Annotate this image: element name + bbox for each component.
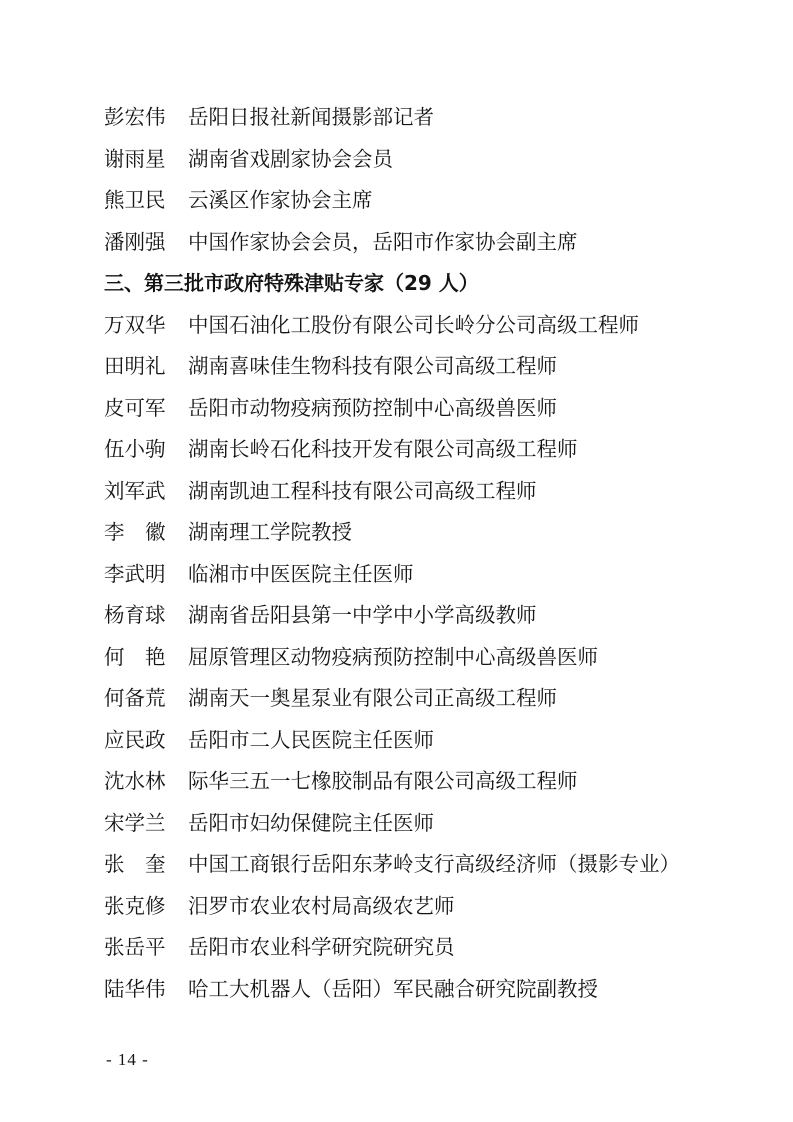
list-item [104, 512, 680, 554]
person-title: 岳阳市二人民医院主任医师 [188, 727, 434, 752]
list-item [104, 886, 680, 928]
list-item [104, 595, 680, 637]
list-item [104, 222, 680, 264]
bottom-rows [104, 305, 680, 1011]
list-item [104, 139, 680, 181]
list-item [104, 554, 680, 596]
person-name: 熊卫民 [104, 188, 166, 212]
person-title: 汨罗市农业农村局高级农艺师 [188, 893, 455, 918]
top-rows [104, 97, 680, 263]
person-name: 沈水林 [104, 769, 166, 793]
person-title: 岳阳市农业科学研究院研究员 [188, 935, 455, 959]
person-name: 谢雨星 [104, 146, 166, 171]
person-title: 云溪区作家协会主席 [188, 188, 373, 212]
person-title: 岳阳市动物疫病预防控制中心高级兽医师 [188, 395, 557, 420]
list-item [104, 803, 680, 845]
person-name: 张 奎 [104, 852, 166, 876]
person-name: 何备荒 [104, 686, 166, 710]
person-title: 湖南省岳阳县第一中学中小学高级教师 [188, 603, 537, 627]
page-number: - 14 - [106, 1050, 149, 1069]
person-title: 湖南喜味佳生物科技有限公司高级工程师 [188, 354, 557, 378]
person-title: 湖南长岭石化科技开发有限公司高级工程师 [188, 437, 578, 461]
section-heading: 三、第三批市政府特殊津贴专家（29 人） [104, 271, 479, 295]
person-name: 田明礼 [104, 354, 166, 378]
list-item [104, 927, 680, 969]
list-item [104, 429, 680, 471]
person-title: 哈工大机器人（岳阳）军民融合研究院副教授 [188, 976, 598, 1001]
person-name: 张克修 [104, 893, 166, 918]
list-item [104, 346, 680, 388]
expert-list [104, 97, 680, 1010]
person-name: 张岳平 [104, 935, 166, 959]
person-title: 际华三五一七橡胶制品有限公司高级工程师 [188, 769, 578, 793]
list-item [104, 969, 680, 1011]
list-item [104, 720, 680, 762]
list-item [104, 388, 680, 430]
person-name: 万双华 [104, 312, 166, 337]
list-item [104, 305, 680, 347]
person-name: 陆华伟 [104, 976, 166, 1001]
person-name: 何 艳 [104, 644, 166, 669]
person-title: 中国石油化工股份有限公司长岭分公司高级工程师 [188, 312, 639, 337]
person-title: 湖南理工学院教授 [188, 520, 352, 544]
list-item [104, 678, 680, 720]
person-title: 临湘市中医医院主任医师 [188, 561, 414, 586]
person-name: 李武明 [104, 561, 166, 586]
person-name: 伍小驹 [104, 437, 166, 461]
list-item [104, 761, 680, 803]
list-item [104, 471, 680, 513]
person-name: 潘刚强 [104, 229, 166, 254]
list-item [104, 97, 680, 139]
person-name: 宋学兰 [104, 810, 166, 835]
person-name: 彭宏伟 [104, 105, 166, 129]
person-title: 岳阳日报社新闻摄影部记者 [188, 105, 434, 129]
person-name: 李 徽 [104, 520, 166, 544]
person-title: 中国作家协会会员，岳阳市作家协会副主席 [188, 229, 578, 254]
list-item [104, 180, 680, 222]
person-title: 屈原管理区动物疫病预防控制中心高级兽医师 [188, 644, 598, 669]
list-item [104, 844, 680, 886]
person-title: 岳阳市妇幼保健院主任医师 [188, 810, 434, 835]
person-title: 湖南天一奥星泵业有限公司正高级工程师 [188, 686, 557, 710]
person-name: 应民政 [104, 727, 166, 752]
person-name: 刘军武 [104, 478, 166, 503]
person-title: 湖南省戏剧家协会会员 [188, 146, 393, 171]
person-title: 湖南凯迪工程科技有限公司高级工程师 [188, 478, 537, 503]
person-name: 皮可军 [104, 395, 166, 420]
list-item [104, 637, 680, 679]
person-name: 杨育球 [104, 603, 166, 627]
person-title: 中国工商银行岳阳东茅岭支行高级经济师（摄影专业） [188, 852, 680, 876]
